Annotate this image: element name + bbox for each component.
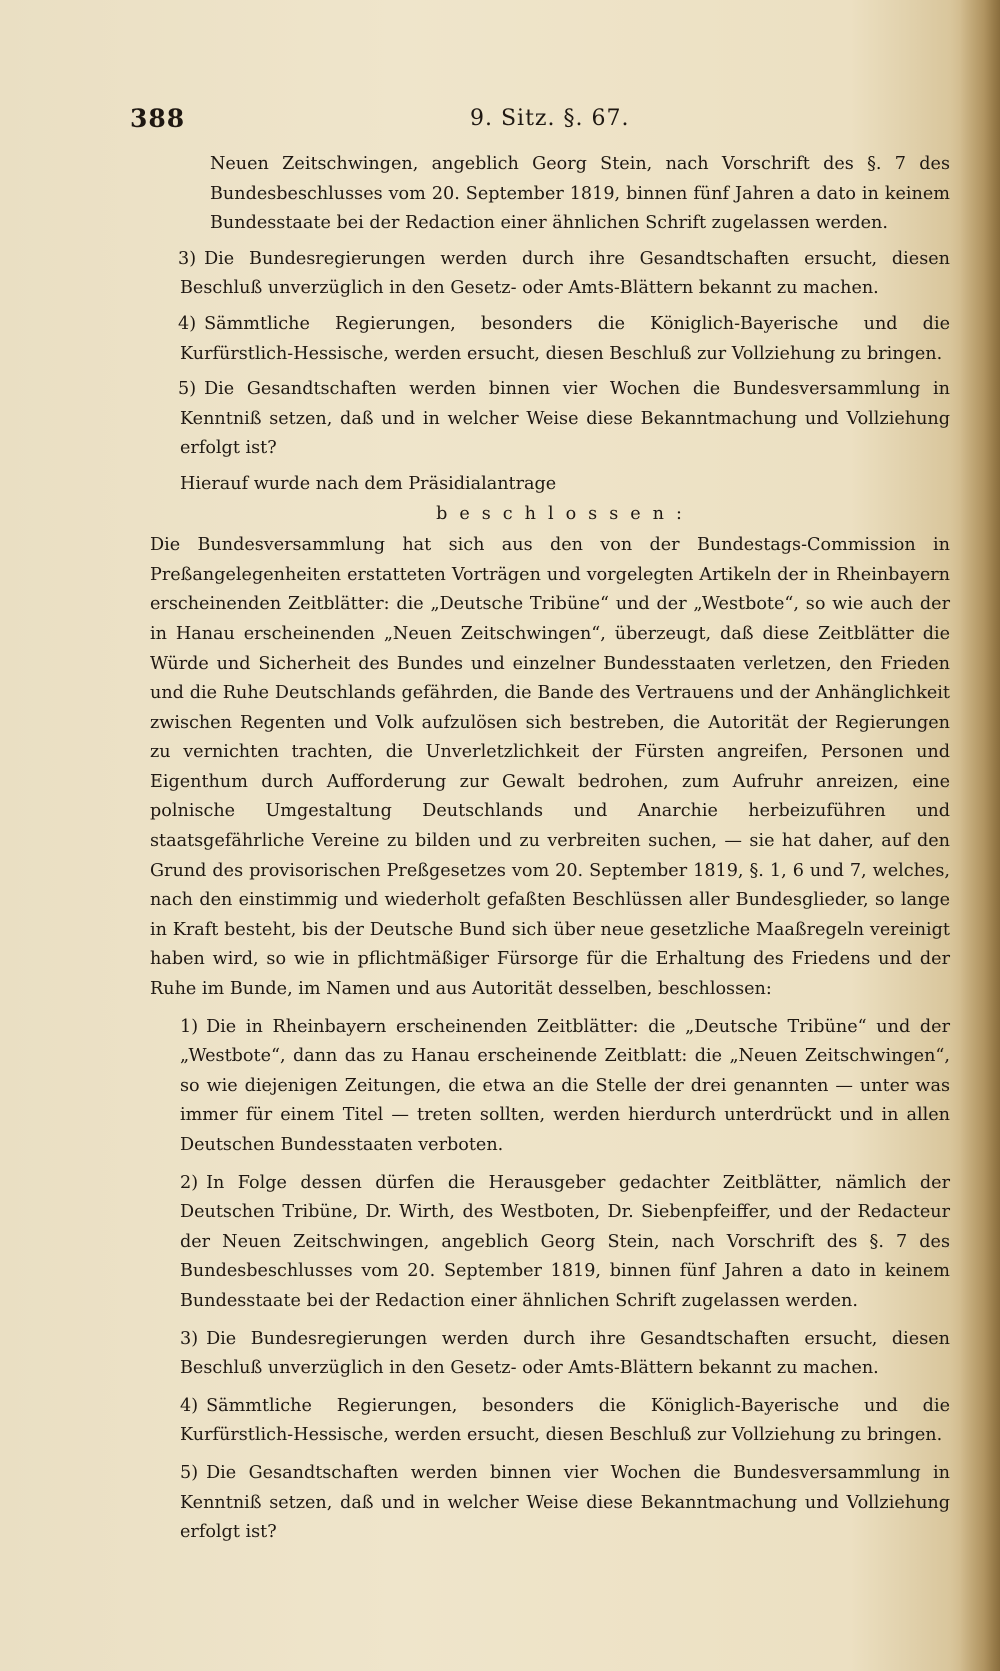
main-paragraph: Die Bundesversammlung hat sich aus den von der Bundestags-Commission in Preßangelegenheiten erstatteten Vorträgen und vorgelegten Artikeln der in Rheinbayern erscheinenden Zeitblätter: die „Deutsche Tribüne“ und der „Westbote“, so wie auch der in Hanau erscheinenden „Neuen Zeitschwingen“, überzeugt, daß diese Zeitblätter die Würde und Sicherheit des Bundes und einzelner Bundesstaaten verletzen, den Frieden und die Ruhe Deutschlands gefährden, die Bande des Vertrauens und der Anhänglichkeit zwischen Regenten und Volk aufzulösen sich bestreben, die Autorität der Regierungen zu vernichten trachten, die Unverletzlichkeit der Fürsten angreifen, Personen und Eigenthum durch Aufforderung zur Gewalt bedrohen, zum Aufruhr anreizen, eine polnische Umgestaltung Deutschlands und Anarchie herbeizuführen und staatsgefährliche Vereine zu bilden und zu verbreiten suchen, — sie hat daher, auf den Grund des provisorischen Preßgesetzes vom 20. September 1819, §. 1, 6 und 7, welches, nach den einstimmig und wiederholt gefaßten Beschlüssen aller Bundesglieder, so lange in Kraft besteht, bis der Deutsche Bund sich über neue gesetzliche Maaßregeln vereinigt haben wird, so wie in pflichtmäßiger Fürsorge für die Erhaltung des Friedens und der Ruhe im Bunde, im Namen und aus Autorität desselben, beschlossen: [150, 535, 950, 1000]
page-header [130, 104, 930, 134]
item-number: 5) [180, 1462, 199, 1483]
item-text: Die Bundesregierungen werden durch ihre Gesandtschaften ersucht, diesen Beschluß unverzüglich in den Gesetz- oder Amts-Blättern bekannt zu machen. [180, 248, 950, 299]
item-number: 5) [178, 379, 197, 400]
item-number: 3) [178, 248, 197, 269]
item-number: 4) [178, 313, 197, 334]
item-text: Die Bundesregierungen werden durch ihre Gesandtschaften ersucht, diesen Beschluß unverzüglich in den Gesetz- oder Amts-Blättern bekannt zu machen. [180, 1328, 950, 1379]
item-text: Sämmtliche Regierungen, besonders die Königlich-Bayerische und die Kurfürstlich-Hessische, werden ersucht, diesen Beschluß zur Vollziehung zu bringen. [180, 1395, 950, 1446]
proposal-item [180, 375, 950, 464]
body-text [150, 150, 950, 1548]
proposal-item [180, 310, 950, 369]
resolved-heading: beschlossen: [436, 503, 694, 524]
resolution-item [180, 1459, 950, 1548]
page-edge-shadow [960, 0, 1000, 1671]
item-number: 4) [180, 1395, 199, 1416]
item-text: Die Gesandtschaften werden binnen vier Wochen die Bundesversammlung in Kenntniß setzen, daß und in welcher Weise diese Bekanntmachung und Vollziehung erfolgt ist? [180, 379, 950, 459]
resolution-item [180, 1169, 950, 1317]
item-number: 2) [180, 1172, 199, 1193]
item-number: 1) [180, 1016, 199, 1037]
running-head: 9. Sitz. §. 67. [470, 106, 630, 131]
proposal-item [180, 245, 950, 304]
item-text: Sämmtliche Regierungen, besonders die Königlich-Bayerische und die Kurfürstlich-Hessische, werden ersucht, diesen Beschluß zur Vollziehung zu bringen. [180, 313, 950, 364]
resolution-item [180, 1325, 950, 1384]
item-number: 3) [180, 1328, 199, 1349]
transition-line: Hierauf wurde nach dem Präsidialantrage [180, 473, 557, 494]
resolution-item [180, 1392, 950, 1451]
item-text: Die Gesandtschaften werden binnen vier Wochen die Bundesversammlung in Kenntniß setzen, daß und in welcher Weise diese Bekanntmachung und Vollziehung erfolgt ist? [180, 1462, 950, 1543]
page-number: 388 [130, 104, 186, 133]
item-text: Die in Rheinbayern erscheinenden Zeitblätter: die „Deutsche Tribüne“ und der „Westbote“, dann das zu Hanau erscheinende Zeitblatt: die „Neuen Zeitschwingen“, so wie diejenigen Zeitungen, die etwa an die Stelle der drei genannten — unter was immer für einem Titel — treten sollten, werden hierdurch unterdrückt und in allen Deutschen Bundesstaaten verboten. [180, 1016, 950, 1155]
item-text: In Folge dessen dürfen die Herausgeber gedachter Zeitblätter, nämlich der Deutschen Tribüne, Dr. Wirth, des Westboten, Dr. Siebenpfeiffer, und der Redacteur der Neuen Zeitschwingen, angeblich Georg Stein, nach Vorschrift des §. 7 des Bundesbeschlusses vom 20. September 1819, binnen fünf Jahren a dato in keinem Bundesstaate bei der Redaction einer ähnlichen Schrift zugelassen werden. [180, 1172, 950, 1311]
continuation-paragraph: Neuen Zeitschwingen, angeblich Georg Stein, nach Vorschrift des §. 7 des Bundesbeschlusses vom 20. September 1819, binnen fünf Jahren a dato in keinem Bundesstaate bei der Redaction einer ähnlichen Schrift zugelassen werden. [210, 154, 950, 234]
resolution-item [180, 1013, 950, 1161]
